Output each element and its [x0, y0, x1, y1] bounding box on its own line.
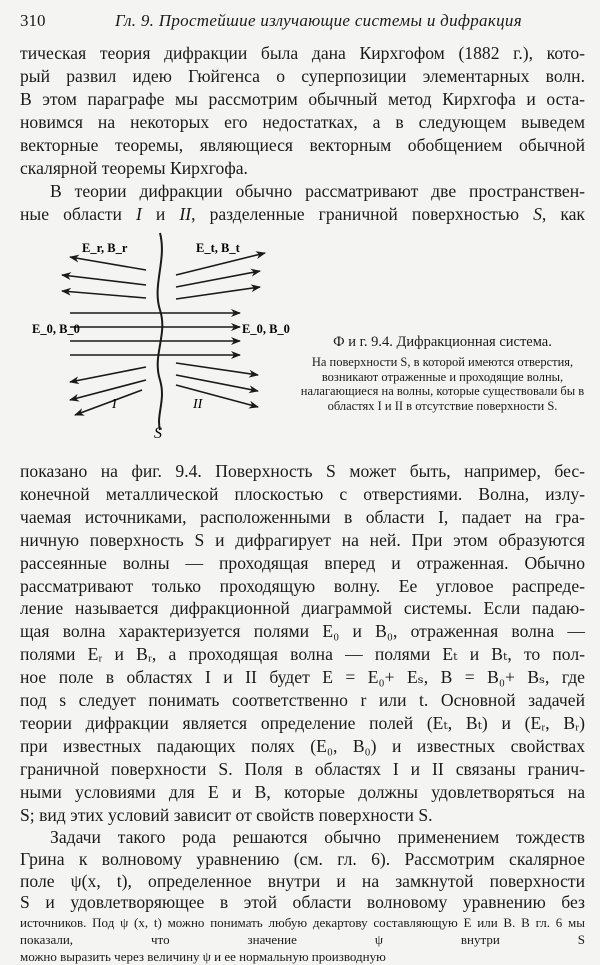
text-line: рассматривают только проходящую волну. Ее угловое распреде-	[20, 575, 585, 596]
text-line: конечной металлической плоскостью с отверстиями. Волна, излу-	[20, 483, 585, 504]
page-header	[20, 8, 585, 34]
text-line: В этом параграфе мы рассмотрим обычный метод Кирхгофа и оста-	[20, 88, 585, 109]
text-line: чаемая источниками, расположенными в области I, падает на гра-	[20, 506, 585, 527]
label-incident-fields-right: E_0, B_0	[242, 322, 290, 336]
reflected-wave-arrow	[62, 291, 146, 298]
text-line: Задачи такого рода решаются обычно применением тождеств	[50, 827, 585, 847]
diffraction-figure	[20, 225, 305, 445]
caption-title: Ф и г. 9.4. Дифракционная система.	[333, 334, 552, 350]
text-run: , как	[541, 203, 585, 224]
text-line: полями Eᵣ и Bᵣ, а проходящая волна — полями Eₜ и Bₜ, то пол-	[20, 644, 585, 665]
text-line: новимся на некоторых его недостатках, а в следующем выведем	[20, 111, 585, 132]
label-transmitted-fields: E_t, B_t	[196, 241, 240, 255]
reflected-wave-arrow	[62, 275, 146, 285]
text-line: рассеянные волны — проходящая вперед и отраженная. Обычно	[20, 552, 585, 573]
paragraph-1	[20, 42, 585, 179]
region-symbol: II	[179, 203, 192, 224]
text-line: при известных падающих полях (E₀, B₀) и известных свойствах	[20, 735, 585, 756]
region-symbol: I	[135, 203, 142, 224]
text-run: , разделенные граничной поверхностью	[191, 203, 520, 224]
label-region-2: II	[193, 397, 203, 412]
transmitted-wave-arrow	[176, 287, 260, 299]
label-incident-fields-left: E_0, B_0	[32, 322, 80, 336]
paragraph-4	[20, 827, 585, 914]
text-line: Грина к волновому уравнению (см. гл. 6). Рассмотрим скалярное	[20, 848, 585, 869]
transmitted-wave-arrow	[176, 363, 258, 375]
paragraph-3	[20, 460, 585, 827]
text-run: и	[155, 203, 166, 224]
text-line: векторные теоремы, являющиеся векторным обобщением обычной	[20, 134, 585, 155]
text-line: ничную поверхность S и дифрагирует на ней. При этом образуются	[20, 529, 585, 550]
text-line: рый развил идею Гюйгенса о суперпозиции элементарных волн.	[20, 65, 585, 86]
reflected-wave-arrow	[75, 390, 142, 415]
text-line: щая волна характеризуется полями E₀ и B₀, отраженная волна —	[20, 621, 585, 642]
text-line: теории дифракции является определение полей (Eₜ, Bₜ) и (Eᵣ, Bᵣ)	[20, 712, 585, 733]
text-line: под s следует понимать соответственно r или t. Основной задачей	[20, 690, 585, 711]
text-line: поле ψ(x, t), определенное внутри и на замкнутой поверхности	[20, 870, 585, 891]
paragraph-4-tail	[20, 914, 585, 964]
reflected-wave-arrow	[70, 257, 146, 270]
text-line: ное поле в областях I и II будет E = E₀+ Eₛ, B = B₀+ Bₛ, где	[20, 667, 585, 688]
text-line: ление называется дифракционной диаграммой системы. Если падаю-	[20, 598, 585, 619]
text-line: показано на фиг. 9.4. Поверхность S может быть, например, бес-	[20, 461, 585, 481]
label-region-1: I	[112, 397, 117, 412]
page-number: 310	[20, 11, 46, 30]
figure-caption	[300, 332, 585, 413]
text-line: тическая теория дифракции была дана Кирхгофом (1882 г.), кото-	[20, 43, 585, 63]
text-line: В теории дифракции обычно рассматривают две пространствен-	[50, 181, 585, 201]
text-line: S и удовлетворяющее в этой области волновому уравнению без	[20, 892, 585, 913]
paragraph-2	[20, 180, 585, 226]
text-line: ными условиями для E и B, которые должны удовлетворяться на	[20, 781, 585, 802]
surface-symbol: S	[533, 203, 542, 224]
reflected-wave-arrow	[70, 380, 146, 400]
text-line: скалярной теоремы Кирхгофа.	[20, 157, 248, 178]
text-line: источников. Под ψ (x, t) можно понимать любую декартову составляющую E или B. В гл. 6 мы показали, что значение ψ внутри S	[20, 915, 585, 947]
label-reflected-fields: E_r, B_r	[82, 241, 128, 255]
text-line: можно выразить через величину ψ и ее нормальную производную	[20, 949, 386, 964]
label-surface: S	[154, 425, 162, 442]
transmitted-wave-arrow	[176, 271, 260, 287]
reflected-wave-arrow	[70, 367, 146, 382]
caption-body: На поверхности S, в которой имеются отверстия, возникают отраженные и проходящие волны, налагающиеся на волны, которые существовали бы в областях I и II в отсутствие поверхности S.	[300, 355, 585, 413]
text-line: S; вид этих условий зависит от свойств поверхности S.	[20, 804, 433, 825]
running-title: Гл. 9. Простейшие излучающие системы и дифракция	[115, 11, 522, 30]
boundary-surface	[158, 233, 163, 430]
text-run: ные области	[20, 203, 122, 224]
text-line	[20, 203, 585, 226]
text-line: граничной поверхности S. Поля в областях I и II связаны гранич-	[20, 758, 585, 779]
transmitted-wave-arrow	[176, 253, 265, 275]
